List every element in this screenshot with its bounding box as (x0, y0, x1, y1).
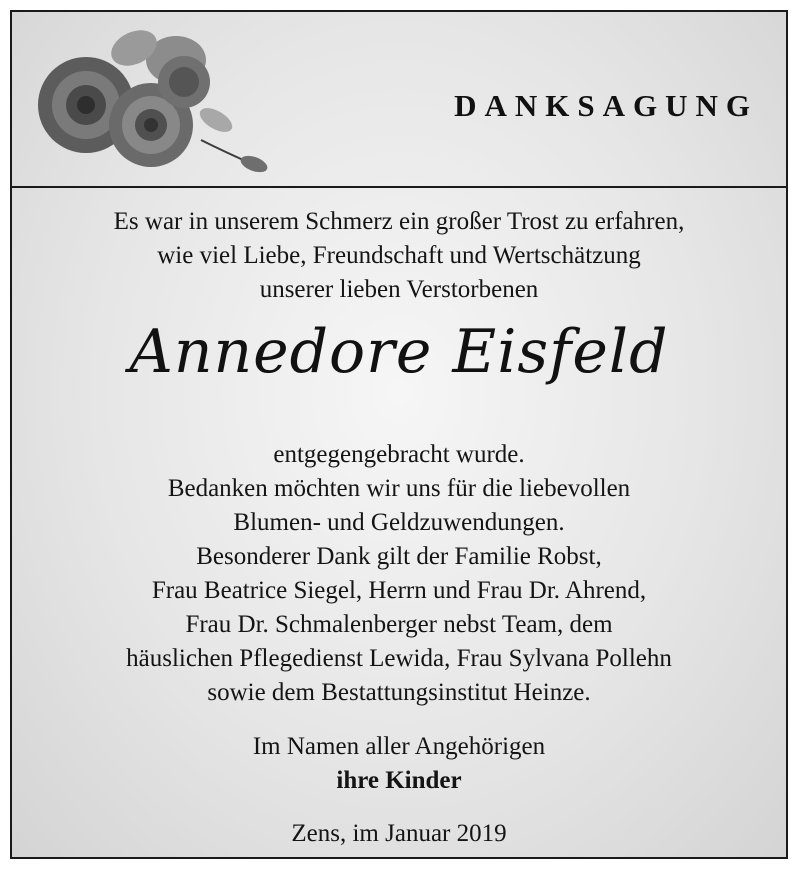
roses-icon (26, 20, 276, 185)
thanks-line: Blumen- und Geldzuwendungen. (233, 509, 565, 536)
thanks-paragraph (12, 438, 786, 710)
intro-line: Es war in unserem Schmerz ein großer Trost zu erfahren, (113, 208, 685, 235)
page-title: DANKSAGUNG (454, 88, 758, 123)
intro-line: unserer lieben Verstorbenen (259, 276, 539, 303)
thanks-line: Bedanken möchten wir uns für die liebevollen (167, 475, 631, 502)
deceased-name-block (12, 317, 786, 387)
intro-line: wie viel Liebe, Freundschaft und Wertschätzung (157, 242, 641, 269)
thanks-line: häuslichen Pflegedienst Lewida, Frau Sylvana Pollehn (126, 645, 672, 672)
thanks-line: Frau Beatrice Siegel, Herrn und Frau Dr. Ahrend, (151, 577, 647, 604)
thanks-line: Besonderer Dank gilt der Familie Robst, (196, 543, 602, 570)
place-date: Zens, im Januar 2019 (291, 820, 507, 847)
signature: ihre Kinder (336, 767, 462, 794)
header-divider (12, 186, 786, 188)
intro-paragraph (12, 205, 786, 307)
thanks-line: Frau Dr. Schmalenberger nebst Team, dem (185, 611, 613, 638)
thanks-line: entgegengebracht wurde. (273, 441, 525, 468)
deceased-name: Annedore Eisfeld (129, 317, 669, 387)
on-behalf-text: Im Namen aller Angehörigen (252, 733, 546, 760)
card-header (12, 12, 786, 188)
closing-block (12, 730, 786, 798)
obituary-card (10, 10, 788, 859)
thanks-line: sowie dem Bestattungsinstitut Heinze. (207, 679, 591, 706)
